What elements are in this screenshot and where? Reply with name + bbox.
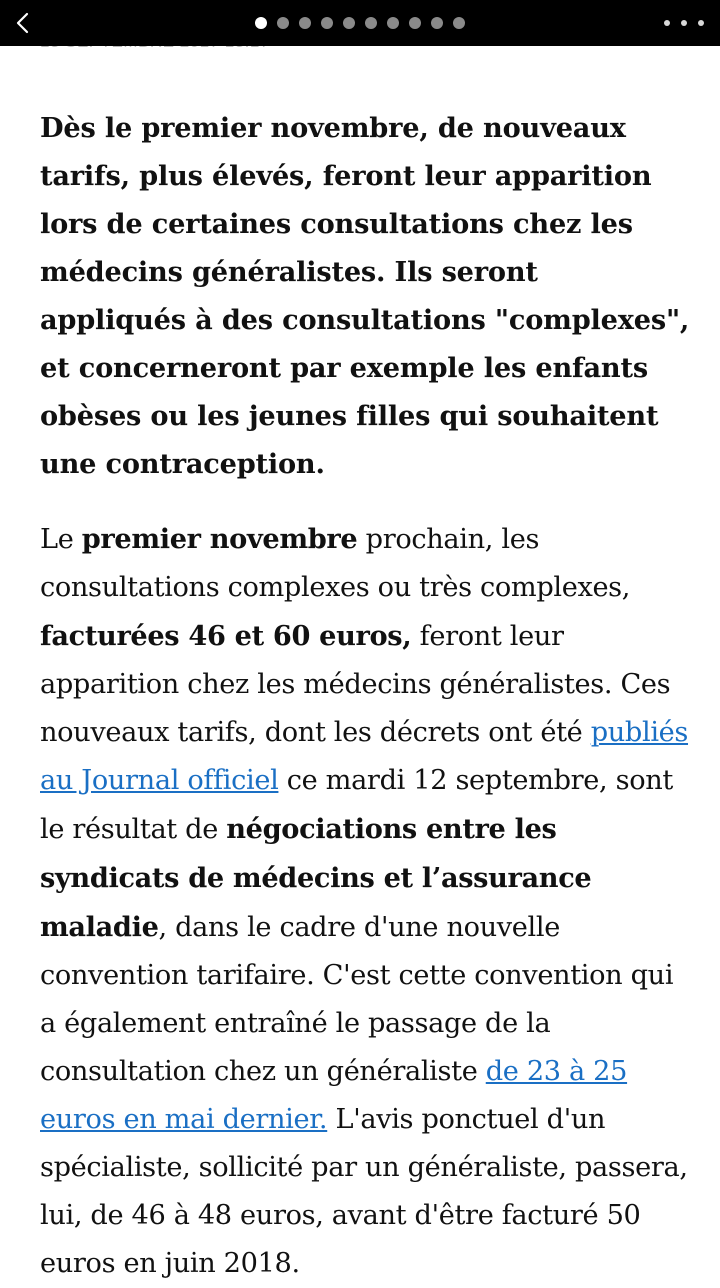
paragraph-text: Le — [40, 524, 82, 555]
paragraph-bold-text: premier novembre — [81, 523, 358, 555]
journal-officiel-link[interactable]: publiés au Journal officiel — [40, 717, 689, 796]
article-lead: Dès le premier novembre, de nouveaux tarifs, plus élevés, feront leur apparition lors de certaines consultations chez les médecins généralistes. Ils seront appliqués à des consultations "complexes", et concerneront par exemple les enfants obèses ou les jeunes filles qui souhaitent une contraception. — [40, 112, 690, 480]
page-dot[interactable] — [387, 17, 399, 29]
page-dot[interactable] — [255, 17, 267, 29]
more-horizontal-icon — [698, 20, 704, 26]
article-paragraph — [40, 515, 692, 1288]
paragraph-text: feront leur apparition chez les médecins généralistes. Ces nouveaux tarifs, dont les décrets ont été — [40, 621, 671, 748]
page-dot[interactable] — [431, 17, 443, 29]
tarif-mai-link[interactable]: de 23 à 25 euros en mai dernier. — [40, 1056, 628, 1135]
paragraph-text: , dans le cadre d'une nouvelle convention tarifaire. C'est cette convention qui a également entraîné le passage de la consultation chez un généraliste — [40, 912, 674, 1087]
page-dot[interactable] — [299, 17, 311, 29]
more-horizontal-icon — [664, 20, 670, 26]
more-options-button[interactable] — [664, 12, 704, 34]
top-navigation-bar — [0, 0, 720, 46]
page-dot[interactable] — [321, 17, 333, 29]
paragraph-bold-text: négociations entre les syndicats de médecins et l’assurance maladie — [40, 813, 592, 943]
page-dot[interactable] — [343, 17, 355, 29]
paragraph-text: ce mardi 12 septembre, sont le résultat de — [40, 765, 673, 845]
page-dot[interactable] — [409, 17, 421, 29]
chevron-left-icon — [13, 12, 33, 34]
page-dot[interactable] — [453, 17, 465, 29]
back-button[interactable] — [6, 6, 40, 40]
page-dot[interactable] — [277, 17, 289, 29]
page-dot[interactable] — [365, 17, 377, 29]
more-horizontal-icon — [681, 20, 687, 26]
paragraph-text: L'avis ponctuel d'un spécialiste, sollicité par un généraliste, passera, lui, de 46 à 48 euros, avant d'être facturé 50 euros en juin 2018. — [40, 1104, 688, 1279]
paragraph-bold-text: facturées 46 et 60 euros, — [40, 620, 412, 652]
paragraph-text: prochain, les consultations complexes ou très complexes, — [40, 524, 631, 603]
page-indicator — [255, 17, 465, 29]
